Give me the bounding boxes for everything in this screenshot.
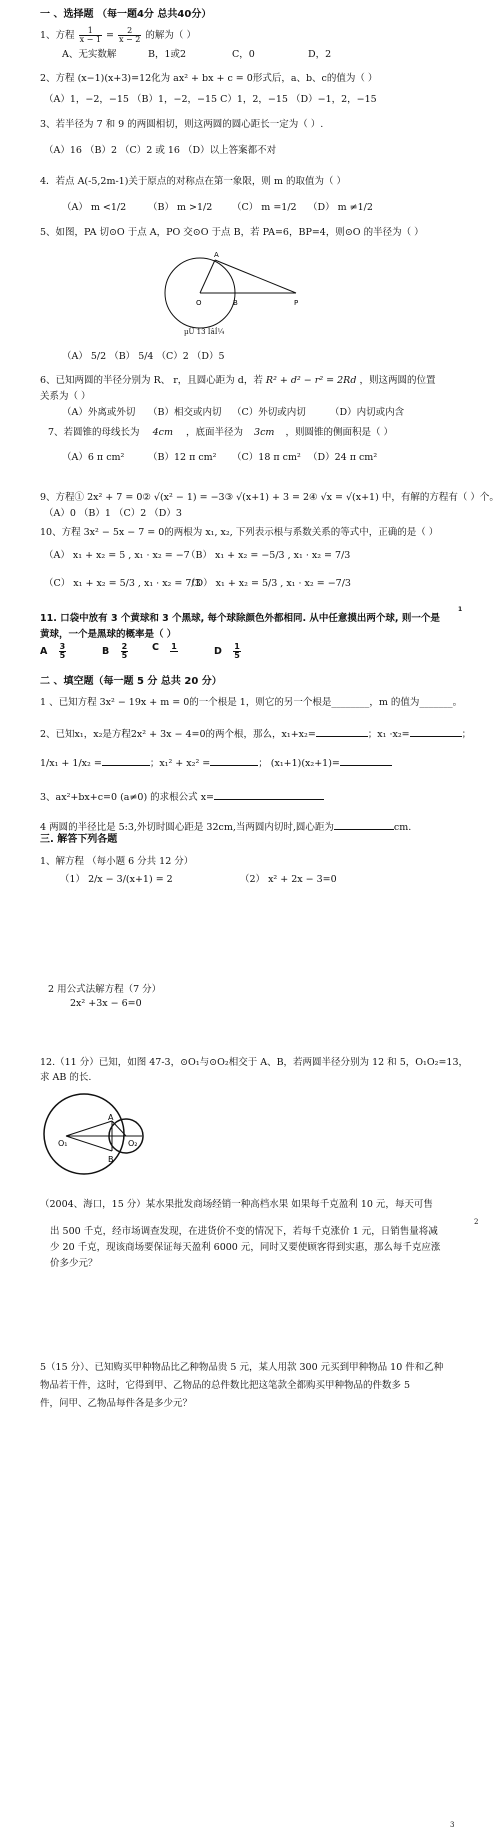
solve-question-1a: （1） 2/x − 3/(x+1) = 2 <box>60 874 173 885</box>
line-oa <box>200 260 215 293</box>
question-5: 5、如图，PA 切⊙O 于点 A，PO 交⊙O 于点 B，若 PA=6，BP=4，则⊙O 的半径为（ ） <box>40 227 424 238</box>
question-10: 10、方程 3x² − 5x − 7 = 0的两根为 x₁, x₂, 下列表示根与系数关系的等式中，正确的是（ ） <box>40 527 439 538</box>
q11-mark: 1 <box>458 606 463 613</box>
q1-option-c: C，0 <box>232 49 255 60</box>
line-o1a <box>66 1121 112 1136</box>
q4-option-d: （D） m ≠1/2 <box>308 202 373 213</box>
q11-d-den: 5 <box>234 651 240 660</box>
q1-suffix: 的解为（ ） <box>145 30 196 41</box>
question-13-line-4: 价多少元？ <box>50 1258 98 1269</box>
q11-d-frac <box>233 643 241 660</box>
q11-b-den: 5 <box>121 651 128 660</box>
line-o1b <box>66 1136 112 1151</box>
q7-text-2: ，底面半径为 <box>185 427 243 438</box>
q10-option-b: （B） x₁ + x₂ = −5/3 , x₁ · x₂ = 7/3 <box>186 550 351 561</box>
fill-question-2 <box>40 727 471 741</box>
fq4-text: 4 两圆的半径比是 5:3,外切时圆心距是 32cm,当两圆内切时,圆心距为 <box>40 822 334 833</box>
q1-equals: = <box>106 30 114 41</box>
label-p: P <box>294 299 299 307</box>
question-5-final-line-3: 件，问甲、乙物品每件各是多少元？ <box>40 1398 193 1409</box>
q11-option-a <box>40 643 67 660</box>
section-3-title: 三. 解答下列各题 <box>40 834 118 845</box>
q6-text: 6、已知两圆的半径分别为 R、 r，且圆心距为 d，若 <box>40 375 263 386</box>
q7-option-a: （A）6 π cm² <box>62 452 125 463</box>
q11-b-key: B <box>102 646 110 657</box>
q11-option-d <box>214 643 242 660</box>
q7-text-3: ，则圆锥的侧面积是（ ） <box>285 427 393 438</box>
q4-option-b: （B） m >1/2 <box>148 202 213 213</box>
question-3: 3、若半径为 7 和 9 的两圆相切，则这两圆的圆心距长一定为（ ）. <box>40 119 324 130</box>
q11-a-key: A <box>40 646 48 657</box>
q5-options: （A） 5/2 （B） 5/4 （C）2 （D）5 <box>62 351 225 362</box>
q2-options: （A）1，−2，−15 （B）1，−2，−15 C）1，2，−15 （D）−1，2，−15 <box>44 94 377 105</box>
fq2-blank-5 <box>340 756 392 766</box>
q11-b-num: 2 <box>121 642 128 651</box>
intersecting-circles-figure <box>40 1090 170 1175</box>
q1-fraction-2 <box>118 27 141 44</box>
q11-c-num: 1 <box>171 642 177 651</box>
question-4: 4．若点 A(-5,2m-1)关于原点的对称点在第一象限，则 m 的取值为（ ） <box>40 176 346 187</box>
fq2-square-sum: ；x₁² + x₂² = <box>149 758 211 769</box>
q7-length: 4cm <box>152 427 173 438</box>
question-13-line-3: 少 20 千克，现该商场要保证每天盈利 6000 元，同时又要使顾客得到实惠，那么每千克应涨 <box>50 1242 441 1253</box>
question-5-final: 5（15 分）、已知购买甲种物品比乙种物品贵 5 元，某人用款 300 元买到甲种物品 10 件和乙种 <box>40 1362 444 1373</box>
question-5-final-line-2: 物品若干件，这时，它得到甲、乙物品的总件数比把这笔款全都购买甲种物品的件数多 5 <box>40 1380 411 1391</box>
fq2-blank-1 <box>316 727 368 737</box>
fill-question-3 <box>40 790 324 804</box>
q11-d-num: 1 <box>234 642 240 651</box>
q9-options: （A）0 （B）1 （C）2 （D）3 <box>44 508 182 519</box>
fq2-text-c: ； <box>461 729 472 740</box>
q7-option-b: （B）12 π cm² <box>148 452 217 463</box>
tangent-circle-figure <box>160 253 320 333</box>
q11-option-b <box>102 643 129 660</box>
q1-option-b: B，1或2 <box>148 49 187 60</box>
q3-options: （A）16 （B）2 （C）2 或 16 （D）以上答案都不对 <box>44 145 277 156</box>
fq3-blank <box>214 790 324 800</box>
solve-question-2: 2 用公式法解方程（7 分） <box>48 984 162 995</box>
q1-prefix: 1、方程 <box>40 30 75 41</box>
fq3-text: 3、ax²+bx+c=0 (a≠0) 的求根公式 x= <box>40 792 215 803</box>
fill-question-4 <box>40 820 411 834</box>
q1-f2-den: x − 2 <box>119 35 141 44</box>
fq2-blank-2 <box>410 727 462 737</box>
q1-f2-num: 2 <box>118 27 141 36</box>
q11-c-key: C <box>152 642 159 653</box>
q6-post: ，则这两圆的位置 <box>359 375 436 386</box>
fq2-product: ； (x₁+1)(x₂+1)= <box>258 758 340 769</box>
question-1 <box>40 27 196 44</box>
question-6 <box>40 376 435 387</box>
fill-question-2-line-2 <box>40 756 392 770</box>
q6-line-2: 关系为（ ） <box>40 391 91 402</box>
question-12-line-2: 求 AB 的长. <box>40 1072 92 1083</box>
fq4-unit: cm. <box>393 822 412 833</box>
q7-text-1: 7、若圆锥的母线长为 <box>48 427 140 438</box>
q7-option-d: （D）24 π cm² <box>308 452 378 463</box>
q6-option-d: （D）内切或内含 <box>330 407 405 418</box>
q1-option-d: D，2 <box>308 49 332 60</box>
q1-fraction-1 <box>79 27 102 44</box>
solve-question-2-equation: 2x² +3x − 6=0 <box>70 998 142 1009</box>
question-12: 12.（11 分）已知，如图 47-3，⊙O₁与⊙O₂相交于 A、B，若两圆半径分别为 12 和 5，O₁O₂=13， <box>40 1057 468 1068</box>
q4-option-a: （A） m <1/2 <box>62 202 127 213</box>
fq2-blank-4 <box>210 756 258 766</box>
figure-caption: µÜ 13 ÌâÍ¼ <box>184 328 225 336</box>
q4-option-c: （C） m =1/2 <box>232 202 297 213</box>
question-7 <box>48 428 393 439</box>
fq2-text-a: 2、已知x₁，x₂是方程2x² + 3x − 4=0的两个根，那么，x₁+x₂= <box>40 729 316 740</box>
question-13-line-2: 出 500 千克，经市场调查发现，在进货价不变的情况下，若每千克涨价 1 元，日销售量将减 <box>50 1226 438 1237</box>
q11-a-den: 5 <box>59 651 66 660</box>
q11-d-key: D <box>214 646 222 657</box>
q10-option-d: （D） x₁ + x₂ = 5/3 , x₁ · x₂ = −7/3 <box>186 578 351 589</box>
q11-a-num: 3 <box>59 642 66 651</box>
q6-option-a: （A）外离或外切 <box>62 407 136 418</box>
q11-a-frac <box>59 643 67 660</box>
question-13-mark: 2 <box>474 1218 479 1226</box>
fq2-text-b: ；x₁ ·x₂= <box>367 729 410 740</box>
question-13: （2004、海口，15 分）某水果批发商场经销一种高档水果 如果每千克盈利 10 元，每天可售 <box>40 1199 433 1210</box>
label-o1: O₁ <box>58 1139 68 1148</box>
q7-option-c: （C）18 π cm² <box>232 452 301 463</box>
q1-option-a: A、无实数解 <box>62 49 117 60</box>
q7-radius: 3cm <box>254 427 275 438</box>
q10-option-c: （C） x₁ + x₂ = 5/3 , x₁ · x₂ = 7/3 <box>44 578 201 589</box>
label-a2: A <box>108 1113 114 1122</box>
fq2-reciprocal-sum: 1/x₁ + 1/x₂ = <box>40 758 102 769</box>
fill-question-1: 1 、已知方程 3x² − 19x + m = 0的一个根是 1，则它的另一个根是________，m 的值为_______。 <box>40 697 463 708</box>
section-2-title: 二 、填空题（每一题 5 分 总共 20 分） <box>40 676 222 687</box>
q10-option-a: （A） x₁ + x₂ = 5 , x₁ · x₂ = −7 <box>44 550 190 561</box>
fq2-blank-3 <box>102 756 150 766</box>
q11-c-frac <box>170 643 178 652</box>
q1-f1-num: 1 <box>79 27 102 36</box>
label-o2: O₂ <box>128 1139 138 1148</box>
label-a: A <box>214 251 219 259</box>
q11-b-frac <box>121 643 129 660</box>
question-2: 2、方程 (x−1)(x+3)=12化为 ax² + bx + c = 0形式后，a、b、c的值为（ ） <box>40 73 378 84</box>
label-b2: B <box>108 1155 114 1164</box>
fq4-blank <box>334 820 394 830</box>
q6-formula: R² + d² − r² = 2Rd <box>265 375 357 386</box>
q1-f1-den: x − 1 <box>79 35 101 44</box>
label-o: O <box>196 299 202 307</box>
q6-option-b: （B）相交或内切 <box>148 407 222 418</box>
line-pa <box>215 260 296 293</box>
q6-option-c: （C）外切或内切 <box>232 407 306 418</box>
section-1-title: 一 、选择题 （每一题4分 总共40分） <box>40 9 212 20</box>
question-11: 11. 口袋中放有 3 个黄球和 3 个黑球, 每个球除颜色外都相同. 从中任意摸出两个球, 则一个是 <box>40 613 440 624</box>
question-9: 9、方程① 2x² + 7 = 0② √(x² − 1) = −3③ √(x+1) + 3 = 2④ √x = √(x+1) 中，有解的方程有（ ）个。 <box>40 492 499 503</box>
q11-line-2: 黄球，一个是黑球的概率是（ ） <box>40 629 177 640</box>
label-b: B <box>233 299 238 307</box>
solve-question-1: 1、解方程 （每小题 6 分共 12 分） <box>40 856 194 867</box>
solve-question-1b: （2） x² + 2x − 3=0 <box>240 874 337 885</box>
q11-option-c <box>152 643 179 654</box>
page-number: 3 <box>450 1821 455 1829</box>
